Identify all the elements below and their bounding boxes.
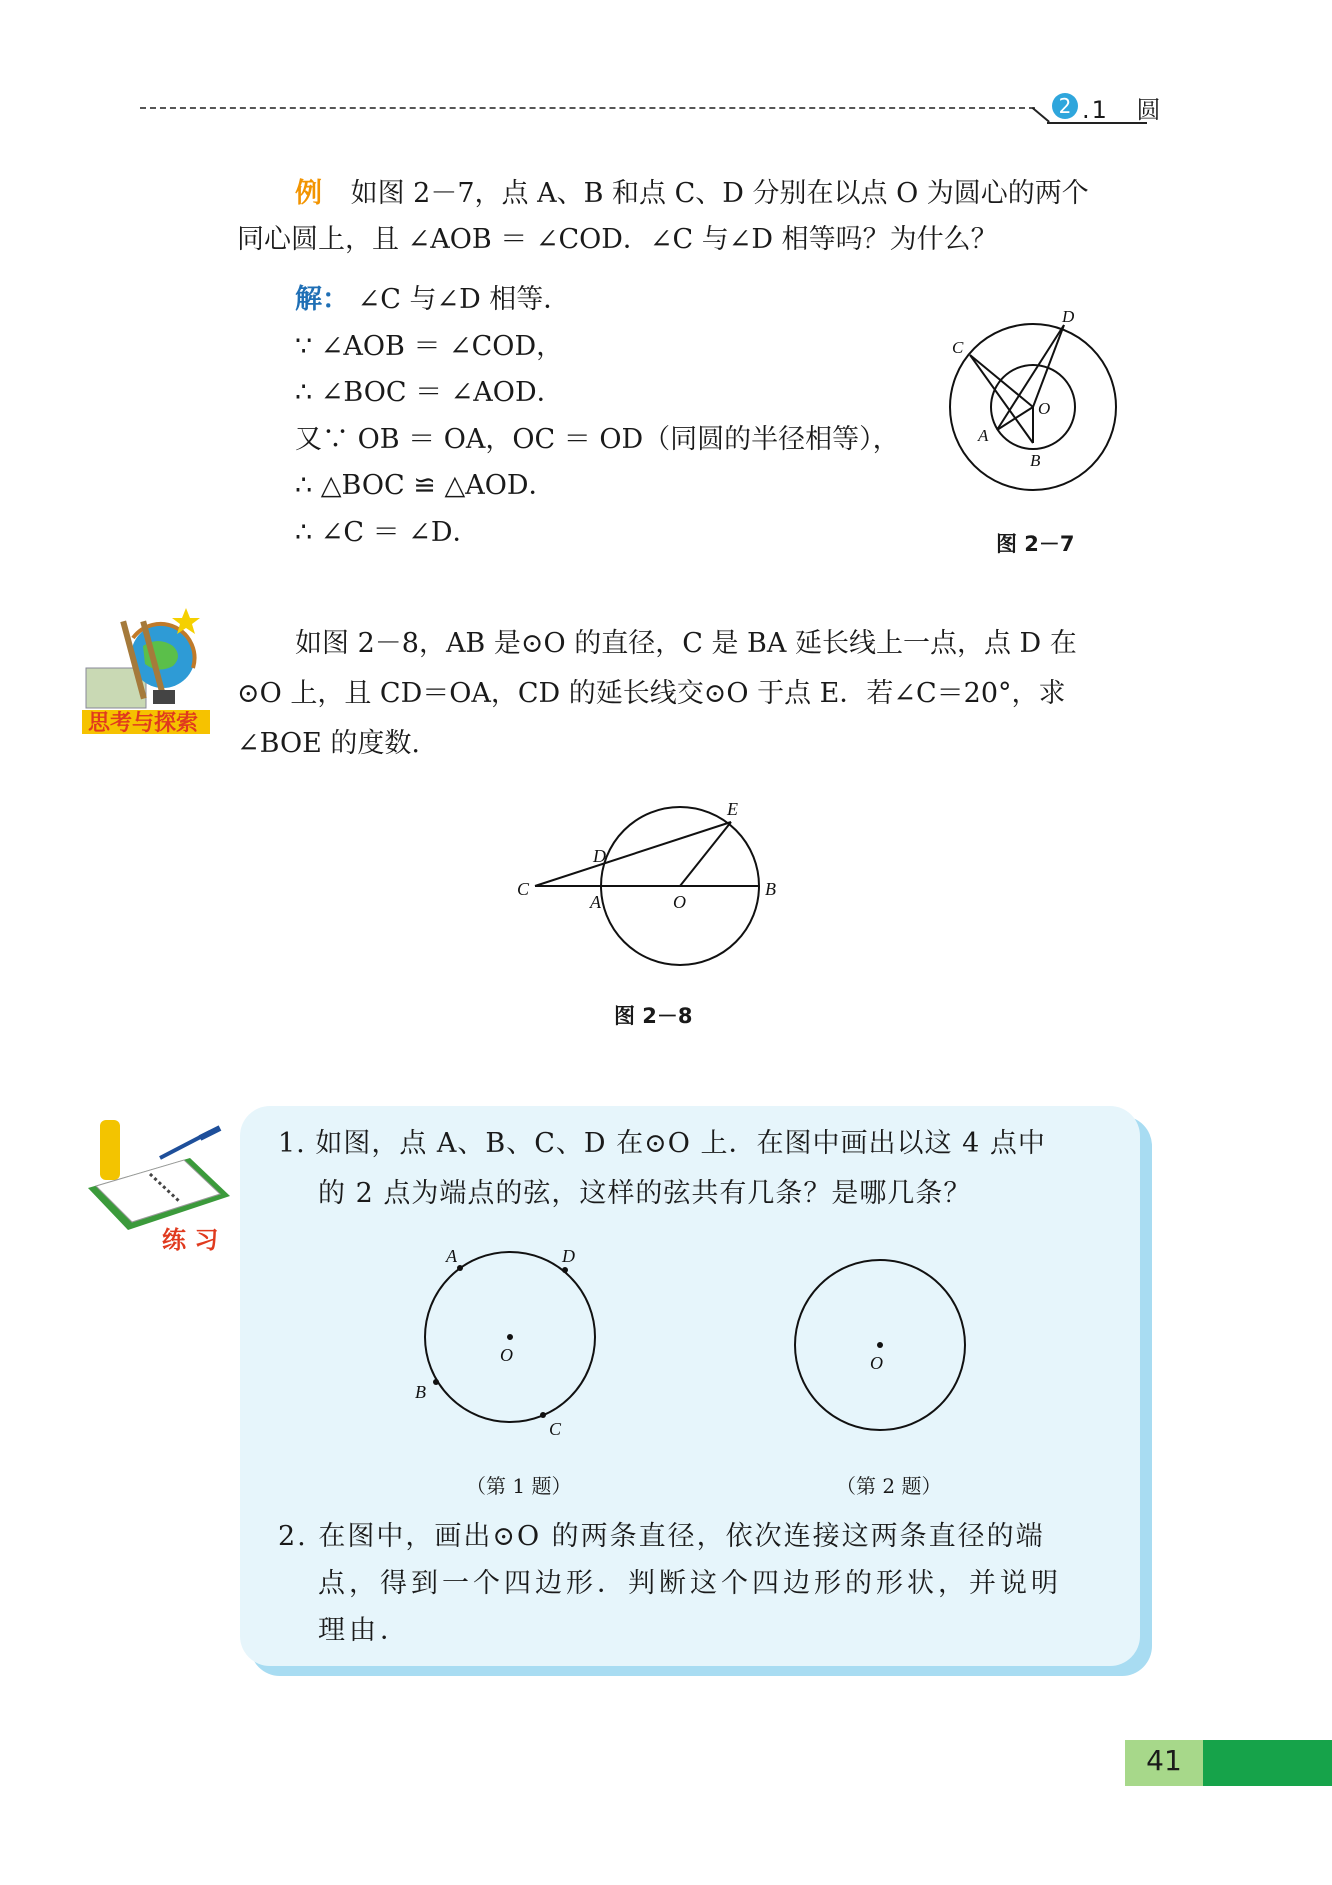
explore-globe-icon [78, 598, 233, 748]
fig28-label-O: O [673, 892, 686, 912]
section-heading [1082, 90, 1163, 125]
exercise-icon-label: 练 习 [162, 1226, 219, 1253]
ex1-label-O: O [500, 1345, 513, 1365]
exercise-q2-line-3: 理由． [318, 1615, 411, 1646]
ex1-label-D: D [562, 1246, 575, 1266]
header-rule-slash [1032, 107, 1050, 123]
ex1-label-A: A [446, 1246, 457, 1266]
section-number-rest: .1 [1082, 96, 1109, 124]
exercise-notebook-icon [80, 1118, 240, 1253]
exercise-fig1-caption: （第 1 题） [466, 1474, 572, 1498]
explore-line-1: 如图 2－8，AB 是⊙O 的直径，C 是 BA 延长线上一点，点 D 在 [295, 628, 1077, 659]
example-text-1: 如图 2－7，点 A、B 和点 C、D 分别在以点 O 为圆心的两个 [350, 178, 1089, 209]
example-label: 例 [295, 178, 322, 209]
fig28-label-E: E [727, 799, 738, 819]
explore-line-3: ∠BOE 的度数. [237, 728, 420, 759]
fig28-label-D: D [593, 846, 606, 866]
solution-step-4: ∴ △BOC ≌ △AOD． [295, 470, 556, 501]
solution-step-1: ∵ ∠AOB ＝ ∠COD， [295, 331, 564, 362]
ex2-label-O: O [870, 1353, 883, 1373]
ex1-label-B: B [415, 1382, 426, 1402]
explore-line-2: ⊙O 上，且 CD＝OA，CD 的延长线交⊙O 于点 E．若∠C＝20°，求 [237, 678, 1066, 709]
solution-step-2: ∴ ∠BOC ＝ ∠AOD． [295, 377, 564, 408]
header-dashed-rule [140, 107, 1035, 109]
exercise-q2-line-2: 点，得到一个四边形．判断这个四边形的形状，并说明 [318, 1568, 1062, 1599]
line-CE [535, 822, 731, 886]
figure-2-7-caption: 图 2－7 [996, 532, 1075, 556]
fig27-label-C: C [952, 338, 964, 357]
exercise-q1-line-2: 的 2 点为端点的弦，这样的弦共有几条？是哪几条？ [318, 1178, 972, 1209]
example-line-1 [295, 170, 1089, 218]
solution-step-5: ∴ ∠C ＝ ∠D． [295, 517, 480, 548]
exercise-q1-line-1: 1. 如图，点 A、B、C、D 在⊙O 上．在图中画出以这 4 点中 [278, 1128, 1046, 1159]
fig28-label-C: C [517, 879, 530, 899]
figure-2-8-caption: 图 2－8 [614, 1004, 693, 1028]
ex1-label-C: C [549, 1419, 562, 1439]
fig28-label-B: B [765, 879, 776, 899]
solution-first-line [295, 276, 570, 324]
page-number: 41 [1146, 1744, 1182, 1777]
solution-answer: ∠C 与∠D 相等． [357, 284, 571, 315]
figure-2-7 [930, 300, 1130, 500]
exercise-fig2-caption: （第 2 题） [836, 1474, 942, 1498]
segment-OE [680, 822, 731, 886]
explore-icon-label: 思考与探索 [88, 711, 199, 736]
fig27-label-B: B [1030, 451, 1041, 470]
solution-step-3: 又∵ OB ＝ OA，OC ＝ OD（同圆的半径相等）， [295, 424, 900, 455]
fig27-label-D: D [1062, 307, 1075, 326]
figure-2-8 [505, 795, 805, 975]
exercise-q2-line-1: 2. 在图中，画出⊙O 的两条直径，依次连接这两条直径的端 [278, 1521, 1045, 1552]
solution-label: 解： [295, 284, 349, 315]
section-number-badge: 2 [1052, 93, 1078, 119]
page-number-bar [1203, 1740, 1332, 1786]
fig28-label-A: A [590, 892, 601, 912]
section-title: 圆 [1136, 96, 1163, 124]
fig27-label-O: O [1038, 399, 1051, 418]
exercise-figure-1 [400, 1240, 620, 1440]
fig27-label-A: A [978, 426, 989, 445]
exercise-figure-2 [780, 1248, 980, 1448]
example-line-2: 同心圆上，且 ∠AOB ＝ ∠COD．∠C 与∠D 相等吗？为什么？ [237, 224, 998, 255]
